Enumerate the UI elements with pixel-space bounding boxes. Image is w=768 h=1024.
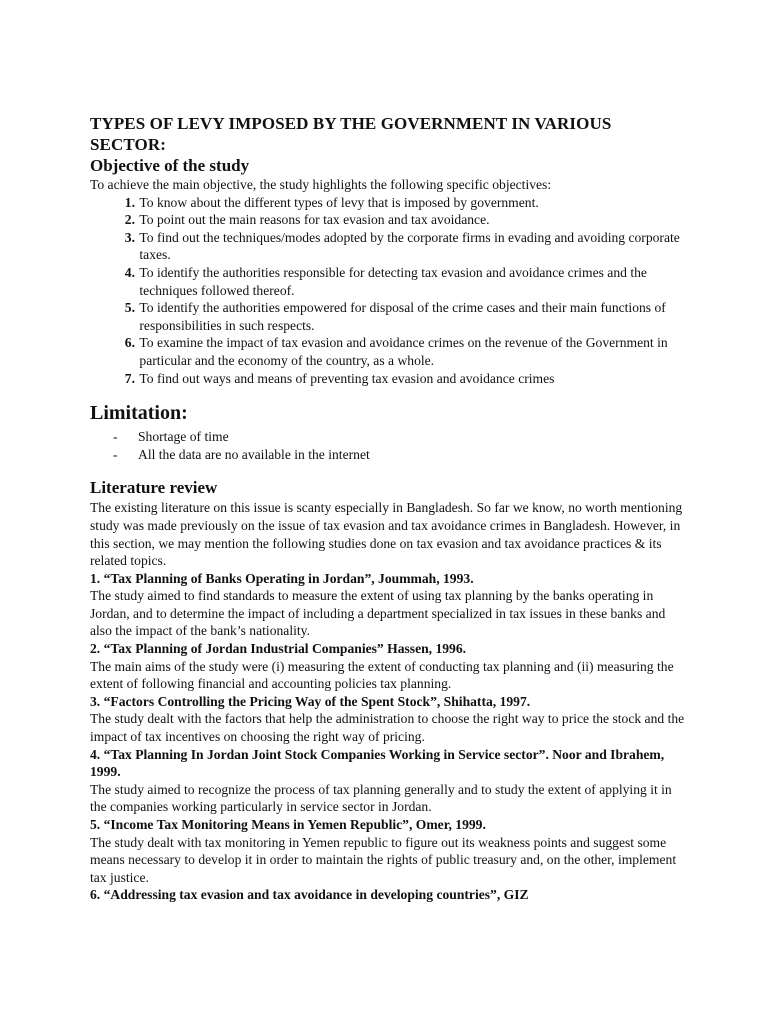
objective-number: 1. [124, 194, 135, 210]
literature-study [90, 816, 690, 886]
study-title: 4. “Tax Planning In Jordan Joint Stock Companies Working in Service sector”. Noor and Ibrahem, 1999. [90, 746, 665, 780]
objectives-list [90, 194, 690, 388]
objective-item [90, 334, 690, 369]
dash-bullet: - [113, 429, 118, 445]
limitation-list [90, 428, 690, 463]
limitation-heading: Limitation: [90, 402, 188, 425]
limitation-text: Shortage of time [138, 429, 229, 445]
objective-text: To examine the impact of tax evasion and avoidance crimes on the revenue of the Government in particular and the economy of the country, as a whole. [139, 335, 668, 368]
objective-item [90, 211, 690, 229]
limitation-item [90, 428, 690, 446]
literature-study [90, 746, 690, 816]
study-body: The study dealt with the factors that help the administration to choose the right way to price the stock and the impact of tax incentives on choosing the right way of pricing. [90, 711, 685, 745]
dash-bullet: - [113, 446, 118, 462]
study-body: The study aimed to recognize the process of tax planning generally and to study the extent of applying it in the companies working particularly in service sector in Jordan. [90, 781, 672, 815]
objective-intro: To achieve the main objective, the study highlights the following specific objectives: [90, 177, 552, 192]
objective-item [90, 194, 690, 212]
objective-item [90, 299, 690, 334]
objective-item [90, 229, 690, 264]
objective-number: 5. [124, 300, 135, 316]
objective-text: To find out the techniques/modes adopted by the corporate firms in evading and avoiding corporate taxes. [139, 229, 680, 263]
objective-text: To identify the authorities responsible for detecting tax evasion and avoidance crimes and the techniques followed thereof. [139, 264, 647, 298]
literature-study [90, 570, 690, 640]
study-body: The study aimed to find standards to measure the extent of using tax planning by the banks operating in Jordan, and to determine the impact of including a department specialized in tax issues in these banks and also the impact of the bank’s nationality. [90, 588, 666, 639]
limitation-text: All the data are no available in the internet [138, 446, 370, 462]
literature-study [90, 886, 690, 904]
document-title: TYPES OF LEVY IMPOSED BY THE GOVERNMENT IN VARIOUS SECTOR: [90, 114, 612, 154]
study-body: The main aims of the study were (i) measuring the extent of conducting tax planning and (ii) measuring the extent of following financial and accounting policies tax planning. [90, 658, 674, 692]
objective-item [90, 370, 690, 388]
objective-number: 6. [124, 335, 135, 351]
literature-intro: The existing literature on this issue is scanty especially in Bangladesh. So far we know, no worth mentioning study was made previously on the issue of tax evasion and tax avoidance crimes in Bangladesh. However, in this section, we may mention the following studies done on tax evasion and tax avoidance practices & its related topics. [90, 500, 683, 569]
literature-study [90, 693, 690, 746]
literature-study [90, 640, 690, 693]
objective-number: 2. [124, 212, 135, 228]
objective-number: 7. [124, 370, 135, 386]
study-body: The study dealt with tax monitoring in Yemen republic to figure out its weakness points and suggest some means necessary to develop it in order to maintain the rights of public treasury and, on the other, implement tax justice. [90, 834, 677, 885]
objective-text: To know about the different types of levy that is imposed by government. [139, 194, 539, 210]
objective-number: 4. [124, 264, 135, 280]
study-title: 2. “Tax Planning of Jordan Industrial Companies” Hassen, 1996. [90, 641, 467, 657]
limitation-item [90, 446, 690, 464]
objective-text: To find out ways and means of preventing tax evasion and avoidance crimes [139, 370, 555, 386]
literature-heading: Literature review [90, 478, 218, 498]
objective-heading: Objective of the study [90, 156, 250, 175]
objective-text: To point out the main reasons for tax evasion and tax avoidance. [139, 212, 490, 228]
study-title: 1. “Tax Planning of Banks Operating in Jordan”, Joummah, 1993. [90, 570, 474, 586]
objective-item [90, 264, 690, 299]
objective-text: To identify the authorities empowered for disposal of the crime cases and their main functions of responsibilities in such respects. [139, 300, 666, 333]
study-title: 5. “Income Tax Monitoring Means in Yemen Republic”, Omer, 1999. [90, 817, 486, 832]
study-title: 6. “Addressing tax evasion and tax avoidance in developing countries”, GIZ [90, 887, 529, 903]
study-title: 3. “Factors Controlling the Pricing Way of the Spent Stock”, Shihatta, 1997. [90, 693, 531, 709]
objective-number: 3. [124, 229, 135, 245]
document-page [90, 113, 690, 904]
